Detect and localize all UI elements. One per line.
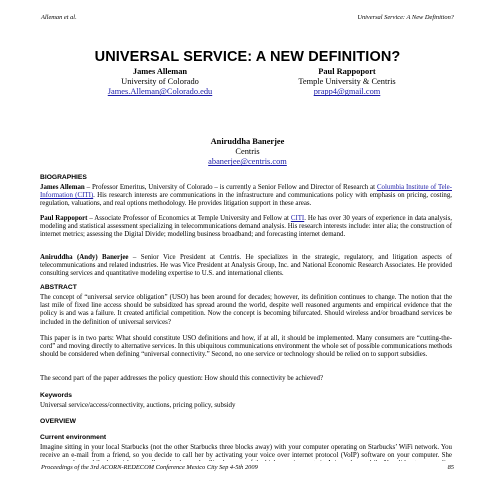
bio-alleman: James Alleman – Professor Emeritus, University of Colorado – is currently a Senior Fellow and Director of Research at Columbia Institute of Tele-Information (CITI). His research interests are communications in the infrastructure and communications policy with emphasis on pricing, costing, regulation, valuations, and real options methodology. He provides litigation support in these areas. bbox=[40, 184, 452, 208]
bio-rappoport: Paul Rappoport – Associate Professor of Economics at Temple University and Fellow at CITI. He has over 30 years of experience in data analysis, modeling and statistical assessment specializing in telecommunications demand analysis. His research interests include: inter alia; the construction of internet metrics; assessing the Digital Divide; modelling business broadband; and forecasting internet demand. bbox=[40, 215, 452, 239]
author-email-link[interactable]: abanerjee@centris.com bbox=[208, 157, 287, 167]
author-block-1 bbox=[75, 67, 245, 98]
bio-name: Paul Rappoport bbox=[40, 215, 88, 222]
abstract-paragraph-2: This paper is in two parts: What should constitute USO definitions and how, if at all, it should be implemented. Many consumers are “cutting-the-cord” and moving directly to alternative services. In this ubiquitous communications environment the whole set of possible communications methods should be considered when defining “universal connectivity.” Second, no one service or technology should be relied on to support subsidies. bbox=[40, 335, 453, 359]
author-name: Paul Rappoport bbox=[318, 67, 376, 76]
bio-name: Aniruddha (Andy) Banerjee bbox=[40, 254, 129, 261]
footer-proceedings: Proceedings of the 3rd ACORN-REDECOM Conference Mexico City Sep 4-5th 2009 bbox=[41, 464, 258, 471]
section-heading-overview: OVERVIEW bbox=[40, 418, 76, 425]
paper-title: UNIVERSAL SERVICE: A NEW DEFINITION? bbox=[94, 49, 401, 65]
author-block-2 bbox=[262, 67, 432, 98]
subsection-heading-current-environment: Current environment bbox=[40, 434, 107, 441]
current-environment-text: Imagine sitting in your local Starbucks (not the other Starbucks three blocks away) with your computer operating on Starbucks’ WiFi network. You receive an e-mail from a friend, so you decide to call her by activating your voice over internet protocol (VoIP) software on your computer. She bbox=[40, 444, 452, 460]
abstract-paragraph-3: The second part of the paper addresses the policy question: How should this connectivity be achieved? bbox=[40, 375, 324, 382]
keywords-text: Universal service/access/connectivity, auctions, pricing policy, subsidy bbox=[40, 402, 236, 409]
running-header-right: Universal Service: A New Definition? bbox=[357, 14, 454, 21]
section-heading-abstract: ABSTRACT bbox=[40, 284, 77, 291]
author-email-link[interactable]: prapp4@gmail.com bbox=[313, 87, 381, 97]
author-email-link[interactable]: James.Alleman@Colorado.edu bbox=[107, 87, 213, 97]
author-name: James Alleman bbox=[132, 67, 188, 76]
abstract-paragraph-1: The concept of “universal service obligation” (USO) has been around for decades; however, its definition continues to change. The notion that the last mile of fixed line access should be subsidized has spread around the world, despite well reasoned arguments and empirical evidence that the policy is and was a failure. It created artificial competition. Now the concept is becoming bifurcated. Should wireless and/or broadband services be included in the definition of universal services? bbox=[40, 294, 452, 326]
running-header-left: Alleman et al. bbox=[41, 14, 77, 21]
author-name: Aniruddha Banerjee bbox=[210, 137, 285, 146]
author-affiliation: University of Colorado bbox=[121, 77, 199, 87]
author-affiliation: Centris bbox=[235, 147, 260, 157]
citi-link[interactable]: CITI bbox=[290, 215, 305, 222]
section-heading-keywords: Keywords bbox=[40, 392, 72, 399]
author-block-3 bbox=[160, 137, 335, 168]
page-number: 85 bbox=[447, 464, 454, 471]
bio-name: James Alleman bbox=[40, 184, 85, 191]
section-heading-biographies: BIOGRAPHIES bbox=[40, 174, 87, 181]
author-affiliation: Temple University & Centris bbox=[298, 77, 396, 87]
bio-banerjee: Aniruddha (Andy) Banerjee – Senior Vice President at Centris. He specializes in the strategic, regulatory, and litigation aspects of telecommunications and related industries. He was Vice President at Analysis Group, Inc. and National Economic Research Associates. He provided consulting services and quantitative modeling expertise to U.S. and international clients. bbox=[40, 254, 452, 278]
citi-link[interactable]: Columbia Institute of Tele-Information (CITI) bbox=[40, 184, 452, 200]
